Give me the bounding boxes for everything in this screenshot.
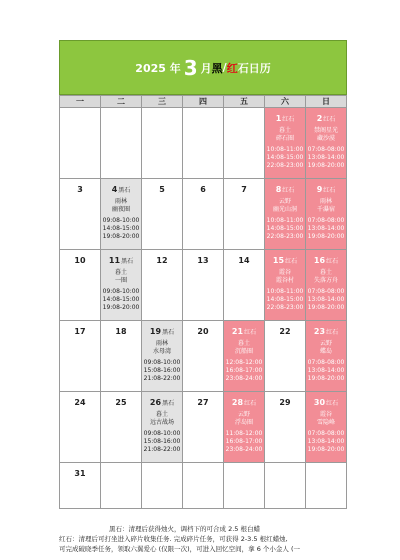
legend-notes [59, 524, 359, 554]
realm-name: 暮土 [319, 269, 332, 276]
day-cell [183, 321, 224, 392]
time-slot: 07:08-08:00 [307, 430, 345, 437]
location-name: 霞谷村 [275, 277, 294, 284]
day-header [60, 398, 100, 408]
time-slot: 16:08-17:00 [225, 438, 263, 445]
realm-name: 暮土 [155, 411, 168, 418]
day-header [142, 327, 182, 337]
time-slot: 14:08-15:00 [102, 225, 140, 232]
weekday-tue: 二 [101, 96, 142, 108]
day-number: 4 [111, 185, 118, 194]
time-slot: 14:08-15:00 [266, 154, 304, 161]
realm-name: 暮土 [278, 127, 291, 134]
time-slot: 19:08-20:00 [307, 375, 345, 382]
day-number: 3 [77, 185, 83, 194]
time-slot: 14:08-15:00 [102, 296, 140, 303]
day-header [224, 398, 264, 408]
red-stone-day-cell [306, 321, 347, 392]
time-slot: 19:08-20:00 [307, 162, 345, 169]
calendar-grid [59, 95, 347, 509]
day-header [101, 256, 141, 266]
realm-name: 暮土 [114, 269, 127, 276]
day-cell [60, 250, 101, 321]
day-cell [224, 250, 265, 321]
empty-day-cell [101, 463, 142, 509]
day-number: 30 [313, 398, 326, 407]
stone-tag: 红石 [326, 329, 339, 336]
day-cell [101, 321, 142, 392]
calendar-body [60, 108, 347, 509]
location-name: 蝶岛 [319, 348, 332, 355]
day-header [224, 256, 264, 266]
day-header [60, 185, 100, 195]
location-name: 千瀑宿 [316, 206, 335, 213]
time-slot: 13:08-14:00 [307, 154, 345, 161]
red-stone-day-cell [224, 321, 265, 392]
stone-tag: 红石 [326, 258, 339, 265]
red-stone-note-line-2: 可完成破晓季任务，领取六翼爱心 (仅限一次)，可进入回忆空间，拿 6 个小金人 (一 [59, 545, 301, 553]
day-number: 28 [231, 398, 244, 407]
stone-tag: 红石 [244, 400, 257, 407]
time-slot: 11:08-12:00 [225, 430, 263, 437]
week-row [60, 179, 347, 250]
day-number: 18 [115, 327, 127, 336]
location-name: 幽光山洞 [272, 206, 297, 213]
time-slot: 13:08-14:00 [307, 225, 345, 232]
time-slot: 10:08-11:00 [266, 288, 304, 295]
day-header [101, 398, 141, 408]
time-slot: 23:08-24:00 [225, 446, 263, 453]
location-name: 沉船圈 [234, 348, 253, 355]
title-tail: 石日历 [237, 61, 271, 75]
day-header [265, 114, 305, 124]
day-header [60, 469, 100, 479]
weekday-fri: 五 [224, 96, 265, 108]
empty-day-cell [183, 108, 224, 179]
day-header [265, 185, 305, 195]
day-number: 6 [200, 185, 206, 194]
calendar-sheet [59, 40, 347, 509]
weekday-sat: 六 [265, 96, 306, 108]
stone-tag: 黑石 [162, 400, 175, 407]
time-slot: 23:08-24:00 [225, 375, 263, 382]
day-number: 27 [197, 398, 209, 407]
day-cell [183, 392, 224, 463]
realm-name: 云野 [278, 198, 291, 205]
day-header [306, 398, 346, 408]
day-cell [265, 392, 306, 463]
time-slot: 13:08-14:00 [307, 438, 345, 445]
red-stone-day-cell [265, 179, 306, 250]
day-header [60, 256, 100, 266]
red-stone-day-cell [306, 179, 347, 250]
day-header [142, 256, 182, 266]
time-slot: 21:08-22:00 [143, 375, 181, 382]
day-number: 8 [275, 185, 282, 194]
stone-tag: 黑石 [118, 187, 131, 194]
realm-name: 雨林 [319, 198, 332, 205]
title-black-word: 黑 [211, 61, 223, 75]
red-stone-day-cell [265, 108, 306, 179]
time-slot: 10:08-11:00 [266, 146, 304, 153]
day-cell [101, 392, 142, 463]
time-slot: 07:08-08:00 [307, 288, 345, 295]
day-header [265, 327, 305, 337]
red-stone-day-cell [306, 108, 347, 179]
day-cell [142, 250, 183, 321]
empty-day-cell [306, 463, 347, 509]
day-number: 22 [279, 327, 291, 336]
location-name: 远古战场 [149, 419, 174, 426]
day-cell [60, 321, 101, 392]
stone-tag: 黑石 [121, 258, 134, 265]
day-header [265, 256, 305, 266]
day-header [265, 398, 305, 408]
location-name: 雪隐峰 [316, 419, 335, 426]
red-stone-day-cell [265, 250, 306, 321]
day-number: 21 [231, 327, 244, 336]
time-slot: 19:08-20:00 [102, 233, 140, 240]
day-number: 13 [197, 256, 209, 265]
title-red-word: 红 [226, 61, 238, 75]
location-name: 失落方舟 [313, 277, 338, 284]
realm-name: 雨林 [155, 340, 168, 347]
time-slot: 07:08-08:00 [307, 359, 345, 366]
day-number: 19 [149, 327, 162, 336]
day-number: 24 [74, 398, 86, 407]
time-slot: 09:08-10:00 [143, 430, 181, 437]
realm-name: 云野 [237, 411, 250, 418]
weekday-thu: 四 [183, 96, 224, 108]
day-cell [265, 321, 306, 392]
day-header [101, 185, 141, 195]
day-number: 20 [197, 327, 209, 336]
week-row [60, 321, 347, 392]
day-header [183, 398, 223, 408]
day-number: 14 [238, 256, 250, 265]
day-number: 16 [313, 256, 326, 265]
day-cell [183, 250, 224, 321]
location-name: 浮岛圈 [234, 419, 253, 426]
day-number: 5 [159, 185, 165, 194]
title-year: 2025 年 [135, 61, 181, 75]
day-cell [60, 179, 101, 250]
empty-day-cell [224, 463, 265, 509]
realm-name: 暮土 [237, 340, 250, 347]
red-stone-day-cell [306, 392, 347, 463]
stone-tag: 红石 [285, 258, 298, 265]
day-header [224, 185, 264, 195]
stone-tag: 红石 [282, 187, 295, 194]
time-slot: 22:08-23:00 [266, 162, 304, 169]
day-header [306, 327, 346, 337]
weekday-wed: 三 [142, 96, 183, 108]
realm-name: 霞谷 [278, 269, 291, 276]
empty-day-cell [60, 108, 101, 179]
day-header [60, 327, 100, 337]
time-slot: 13:08-14:00 [307, 296, 345, 303]
stone-tag: 黑石 [162, 329, 175, 336]
time-slot: 19:08-20:00 [307, 233, 345, 240]
time-slot: 14:08-15:00 [266, 225, 304, 232]
realm-name: 禁阁星光 [313, 127, 338, 134]
empty-day-cell [142, 108, 183, 179]
day-number: 29 [279, 398, 291, 407]
location-name: 藏沙漠 [316, 135, 335, 142]
black-stone-note: 黑石：清理后获得烛火，调档下的可合成 2.5 根白蜡 [109, 525, 260, 533]
realm-name: 云野 [319, 340, 332, 347]
day-cell [60, 463, 101, 509]
location-name: 碎石圈 [275, 135, 294, 142]
black-stone-day-cell [101, 250, 142, 321]
red-stone-day-cell [224, 392, 265, 463]
location-name: 幽夜圈 [111, 206, 130, 213]
time-slot: 19:08-20:00 [102, 304, 140, 311]
time-slot: 22:08-23:00 [266, 304, 304, 311]
day-number: 15 [272, 256, 285, 265]
day-number: 26 [149, 398, 162, 407]
week-row [60, 463, 347, 509]
week-row [60, 250, 347, 321]
stone-tag: 红石 [326, 400, 339, 407]
realm-name: 雨林 [114, 198, 127, 205]
day-number: 12 [156, 256, 168, 265]
day-number: 10 [74, 256, 86, 265]
calendar-title [59, 40, 347, 95]
empty-day-cell [183, 463, 224, 509]
day-cell [60, 392, 101, 463]
black-stone-day-cell [142, 392, 183, 463]
stone-tag: 红石 [323, 187, 336, 194]
stone-tag: 红石 [244, 329, 257, 336]
day-number: 2 [316, 114, 323, 123]
day-number: 7 [241, 185, 247, 194]
week-row [60, 108, 347, 179]
black-stone-day-cell [142, 321, 183, 392]
day-header [142, 398, 182, 408]
weekday-header-row [60, 96, 347, 108]
time-slot: 21:08-22:00 [143, 446, 181, 453]
red-stone-note-line-1: 红石：清理后可打坐进入碎片收集任务. 完成碎片任务，可获得 2-3.5 根红蜡烛, [59, 535, 288, 543]
day-header [142, 185, 182, 195]
red-stone-day-cell [306, 250, 347, 321]
day-header [306, 256, 346, 266]
day-number: 25 [115, 398, 127, 407]
day-number: 11 [108, 256, 121, 265]
day-number: 31 [74, 469, 86, 478]
time-slot: 19:08-20:00 [307, 446, 345, 453]
time-slot: 13:08-14:00 [307, 367, 345, 374]
day-cell [183, 179, 224, 250]
location-name: 水母湾 [152, 348, 171, 355]
week-row [60, 392, 347, 463]
day-number: 9 [316, 185, 323, 194]
empty-day-cell [101, 108, 142, 179]
day-header [183, 256, 223, 266]
empty-day-cell [265, 463, 306, 509]
day-header [306, 114, 346, 124]
stone-tag: 红石 [282, 116, 295, 123]
day-cell [224, 179, 265, 250]
time-slot: 09:08-10:00 [102, 217, 140, 224]
day-header [101, 327, 141, 337]
empty-day-cell [224, 108, 265, 179]
day-number: 1 [275, 114, 282, 123]
time-slot: 07:08-08:00 [307, 217, 345, 224]
title-month-suffix: 月 [200, 61, 212, 75]
time-slot: 16:08-17:00 [225, 367, 263, 374]
time-slot: 14:08-15:00 [266, 296, 304, 303]
stone-tag: 红石 [323, 116, 336, 123]
title-slash: / [222, 61, 227, 74]
day-number: 17 [74, 327, 86, 336]
time-slot: 10:08-11:00 [266, 217, 304, 224]
time-slot: 09:08-10:00 [102, 288, 140, 295]
day-number: 23 [313, 327, 326, 336]
realm-name: 霞谷 [319, 411, 332, 418]
day-cell [142, 179, 183, 250]
day-header [306, 185, 346, 195]
time-slot: 22:08-23:00 [266, 233, 304, 240]
day-header [224, 327, 264, 337]
time-slot: 15:08-16:00 [143, 367, 181, 374]
black-stone-day-cell [101, 179, 142, 250]
time-slot: 12:08-12:00 [225, 359, 263, 366]
time-slot: 07:08-08:00 [307, 146, 345, 153]
day-header [183, 327, 223, 337]
weekday-mon: 一 [60, 96, 101, 108]
location-name: 一圈 [114, 277, 127, 284]
day-header [183, 185, 223, 195]
time-slot: 15:08-16:00 [143, 438, 181, 445]
time-slot: 09:08-10:00 [143, 359, 181, 366]
weekday-sun: 日 [306, 96, 347, 108]
empty-day-cell [142, 463, 183, 509]
title-month-number: 3 [183, 55, 198, 80]
time-slot: 19:08-20:00 [307, 304, 345, 311]
